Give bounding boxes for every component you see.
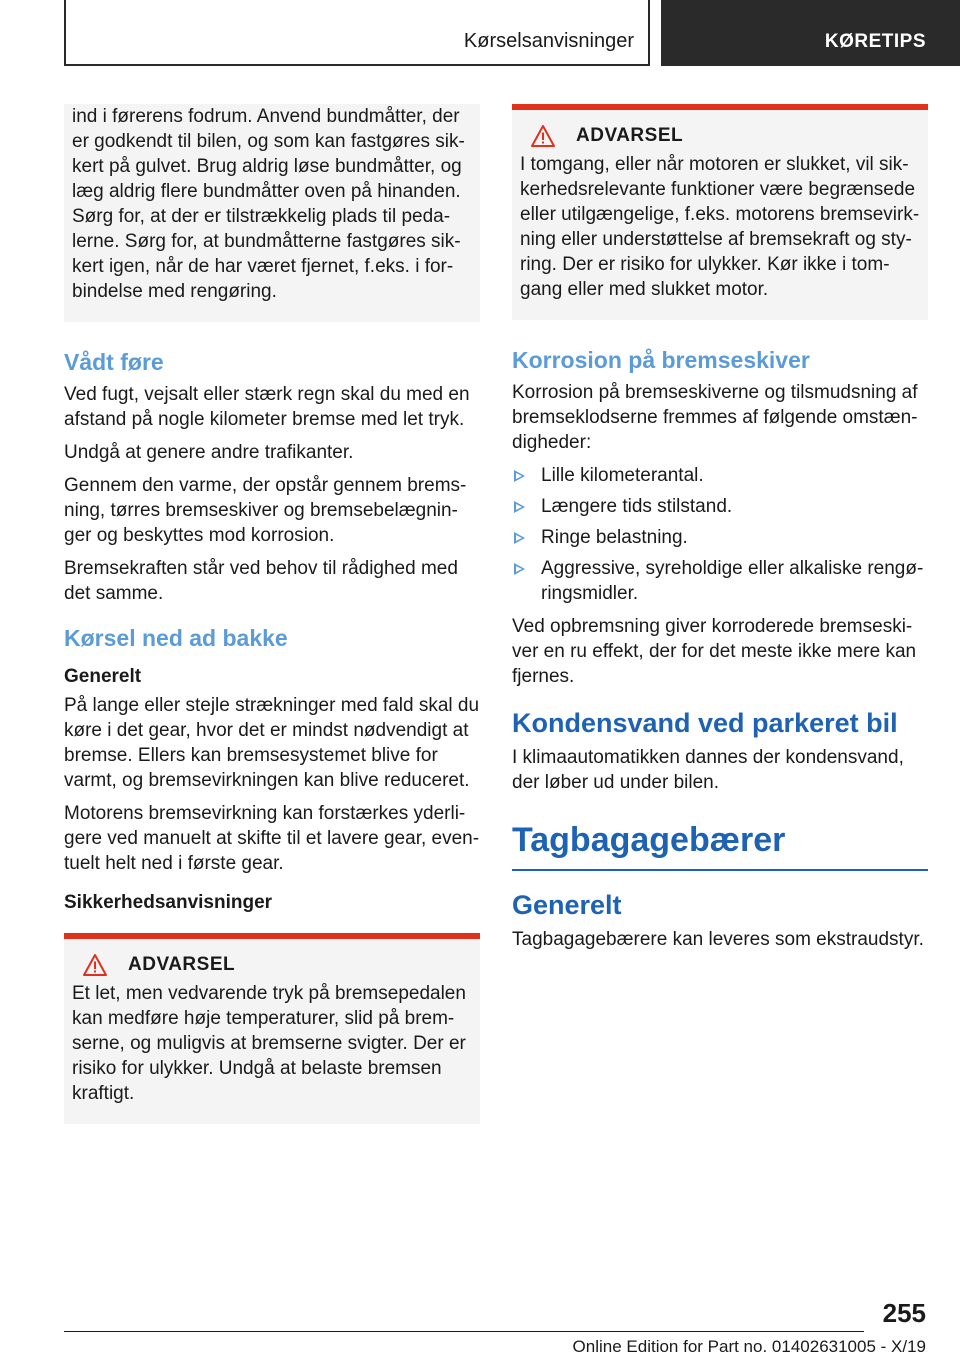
page-number: 255 [882,1298,926,1328]
condensation-heading: Kondensvand ved parkeret bil [512,708,898,738]
corrosion-outro: Ved opbremsning giver korroderede bremseski-ver en ru effekt, der for det meste ikke mere kan fjernes. [512,616,917,687]
list-item [512,494,928,519]
roof-rack-title: Tagbagagebærer [512,819,928,871]
idle-warning-box [512,104,928,320]
section-tab [64,0,650,66]
chapter-label: KØRETIPS [824,31,926,52]
right-column [512,104,928,960]
safety-subheading: Sikkerhedsanvisninger [64,892,273,913]
list-item-text: Længere tids stilstand. [541,496,733,517]
wet-paragraph: Ved fugt, vejsalt eller stærk regn skal du med en afstand på nogle kilometer bremse med let tryk. [64,384,470,430]
condensation-text: I klimaautomatikken dannes der kondensvand, der løber ud under bilen. [512,747,904,793]
list-item [512,463,928,488]
footer-divider [64,1331,864,1332]
list-item-text: Lille kilometerantal. [541,465,704,486]
warning-header [520,124,920,148]
corrosion-heading: Korrosion på bremseskiver [512,347,810,373]
chapter-tab [661,0,960,66]
warning-text: I tomgang, eller når motoren er slukket, vil sik-kerhedsrelevante funktioner være begrænsede eller utilgængelige, f.eks. motorens bremsevirk-ning eller understøttelse af bremsekraft og sty-ring. Der er risiko for ulykker. Kør ikke i tom-gang eller med slukket motor. [520,154,920,300]
corrosion-list [512,463,928,606]
left-column [64,104,480,1124]
bullet-triangle-icon [514,532,525,544]
warning-text: Et let, men vedvarende tryk på bremsepedalen kan medføre høje temperaturer, slid på brem-serne, og muligvis at bremserne svigter. Der er risiko for ulykker. Undgå at belaste bremsen kraftigt. [72,983,466,1104]
bullet-triangle-icon [514,501,525,513]
warning-title: ADVARSEL [128,954,236,975]
warning-title: ADVARSEL [576,125,684,146]
floor-mat-box [64,104,480,322]
downhill-general-subheading: Generelt [64,666,142,687]
downhill-paragraph: Motorens bremsevirkning kan forstærkes yderli-gere ved manuelt at skifte til et lavere gear, even-tuelt helt ned i første gear. [64,803,480,874]
list-item-text: Aggressive, syreholdige eller alkaliske rengø-ringsmidler. [541,558,924,604]
corrosion-intro: Korrosion på bremseskiverne og tilsmudsning af bremseklodserne fremmes af følgende omstæn-digheder: [512,382,918,453]
downhill-heading: Kørsel ned ad bakke [64,625,288,651]
wet-paragraph: Bremsekraften står ved behov til rådighed med det samme. [64,558,458,604]
wet-conditions-heading: Vådt føre [64,349,164,375]
downhill-paragraph: På lange eller stejle strækninger med fald skal du køre i det gear, hvor det er mindst nødvendigt at bremse. Ellers kan bremsesystemet blive for varmt, og bremsevirkningen kan blive reduceret. [64,695,480,791]
wet-paragraph: Undgå at genere andre trafikanter. [64,442,354,463]
roof-general-heading: Generelt [512,890,622,920]
edition-footer: Online Edition for Part no. 01402631005 - X/19 [572,1337,926,1356]
list-item [512,525,928,550]
warning-triangle-icon [82,953,108,977]
warning-triangle-icon [530,124,556,148]
bullet-triangle-icon [514,470,525,482]
page-header [0,0,960,66]
roof-general-text: Tagbagagebærere kan leveres som ekstraudstyr. [512,929,924,950]
wet-paragraph: Gennem den varme, der opstår gennem brems-ning, tørres bremseskiver og bremsebelægnin-ger og beskyttes mod korrosion. [64,475,467,546]
floor-mat-text: ind i førerens fodrum. Anvend bundmåtter, der er godkendt til bilen, og som kan fastgøres sik-kert på gulvet. Brug aldrig løse bundmåtter, og læg aldrig flere bundmåtter oven på hinanden. Sørg for, at der er tilstrækkelig plads til peda-lerne. Sørg for, at bundmåtterne fastgøres sik-kert igen, når de har været fjernet, f.eks. i for-bindelse med rengøring. [72,106,465,302]
warning-header [72,953,472,977]
section-label: Kørselsanvisninger [463,30,634,52]
list-item-text: Ringe belastning. [541,527,688,548]
brake-warning-box [64,933,480,1124]
list-item [512,556,928,606]
bullet-triangle-icon [514,563,525,575]
